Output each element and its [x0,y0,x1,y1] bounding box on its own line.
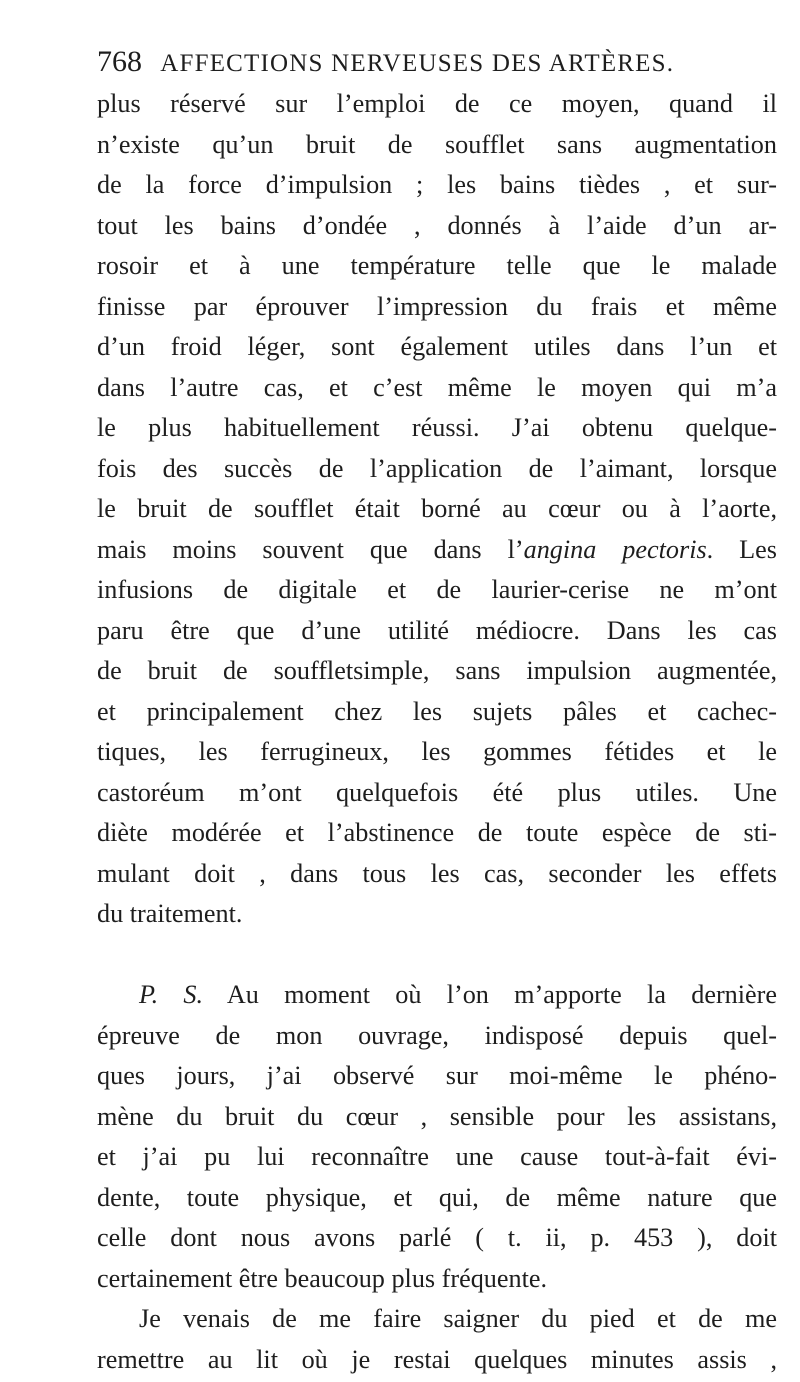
text-line: ques jours, j’ai observé sur moi-même le phéno- [97,1061,777,1090]
text-line: tout les bains d’ondée , donnés à l’aide d’un ar- [97,210,777,240]
paragraph-2 [97,975,777,1299]
text-line [97,530,777,571]
page-body [97,84,777,1380]
paragraph-3 [97,1299,777,1380]
italic-term: angina pectoris [523,534,707,564]
text-line: et j’ai pu lui reconnaître une cause tout-à-fait évi- [97,1142,777,1171]
paragraph-1 [97,84,777,935]
text-line: celle dont nous avons parlé ( t. ii, p. 453 ), doit [97,1223,777,1252]
text-line: mulant doit , dans tous les cas, seconder les effets [97,858,777,888]
running-header [97,42,737,82]
text-line: castoréum m’ont quelquefois été plus utiles. Une [97,777,777,807]
page-number: 768 [97,45,142,78]
text-line: diète modérée et l’abstinence de toute espèce de sti- [97,818,777,847]
text-line: le bruit de soufflet était borné au cœur ou à l’aorte, [97,494,777,523]
text-line: de la force d’impulsion ; les bains tièdes , et sur- [97,170,777,199]
text-line: infusions de digitale et de laurier-cerise ne m’ont [97,575,777,604]
postscript-label: P. S. [139,980,204,1009]
text-line: d’un froid léger, sont également utiles dans l’un et [97,332,777,361]
text-line: mène du bruit du cœur , sensible pour les assistans, [97,1101,777,1131]
text-line: rosoir et à une température telle que le malade [97,251,777,280]
text-line: et principalement chez les sujets pâles et cachec- [97,696,777,726]
text-run: mais moins souvent que dans l’ [97,534,524,564]
text-line: n’existe qu’un bruit de soufflet sans augmentation [97,129,777,159]
text-line: remettre au lit où je restai quelques minutes assis , [97,1344,777,1374]
text-line: fois des succès de l’application de l’aimant, lorsque [97,453,777,483]
text-line: dente, toute physique, et qui, de même nature que [97,1182,777,1212]
text-line: le plus habituellement réussi. J’ai obtenu quelque- [97,413,777,442]
text-line: Je venais de me faire saigner du pied et de me [139,1304,777,1333]
text-line: épreuve de mon ouvrage, indisposé depuis quel- [97,1020,777,1050]
text-line: paru être que d’une utilité médiocre. Dans les cas [97,615,777,645]
text-line: tiques, les ferrugineux, les gommes fétides et le [97,737,777,766]
text-line: certainement être beaucoup plus fréquente. [97,1263,548,1293]
running-title: AFFECTIONS NERVEUSES DES ARTÈRES. [160,50,675,77]
text-line: de bruit de souffletsimple, sans impulsion augmentée, [97,656,777,685]
text-run: . Les [706,534,777,564]
text-line: du traitement. [97,899,243,928]
paragraph-gap [97,935,777,976]
text-line: finisse par éprouver l’impression du frais et même [97,291,777,321]
text-line: plus réservé sur l’emploi de ce moyen, quand il [97,89,777,118]
text-line: dans l’autre cas, et c’est même le moyen qui m’a [97,372,777,402]
text-line [97,975,777,1016]
text-run: Au moment où l’on m’apporte la dernière [203,980,777,1009]
